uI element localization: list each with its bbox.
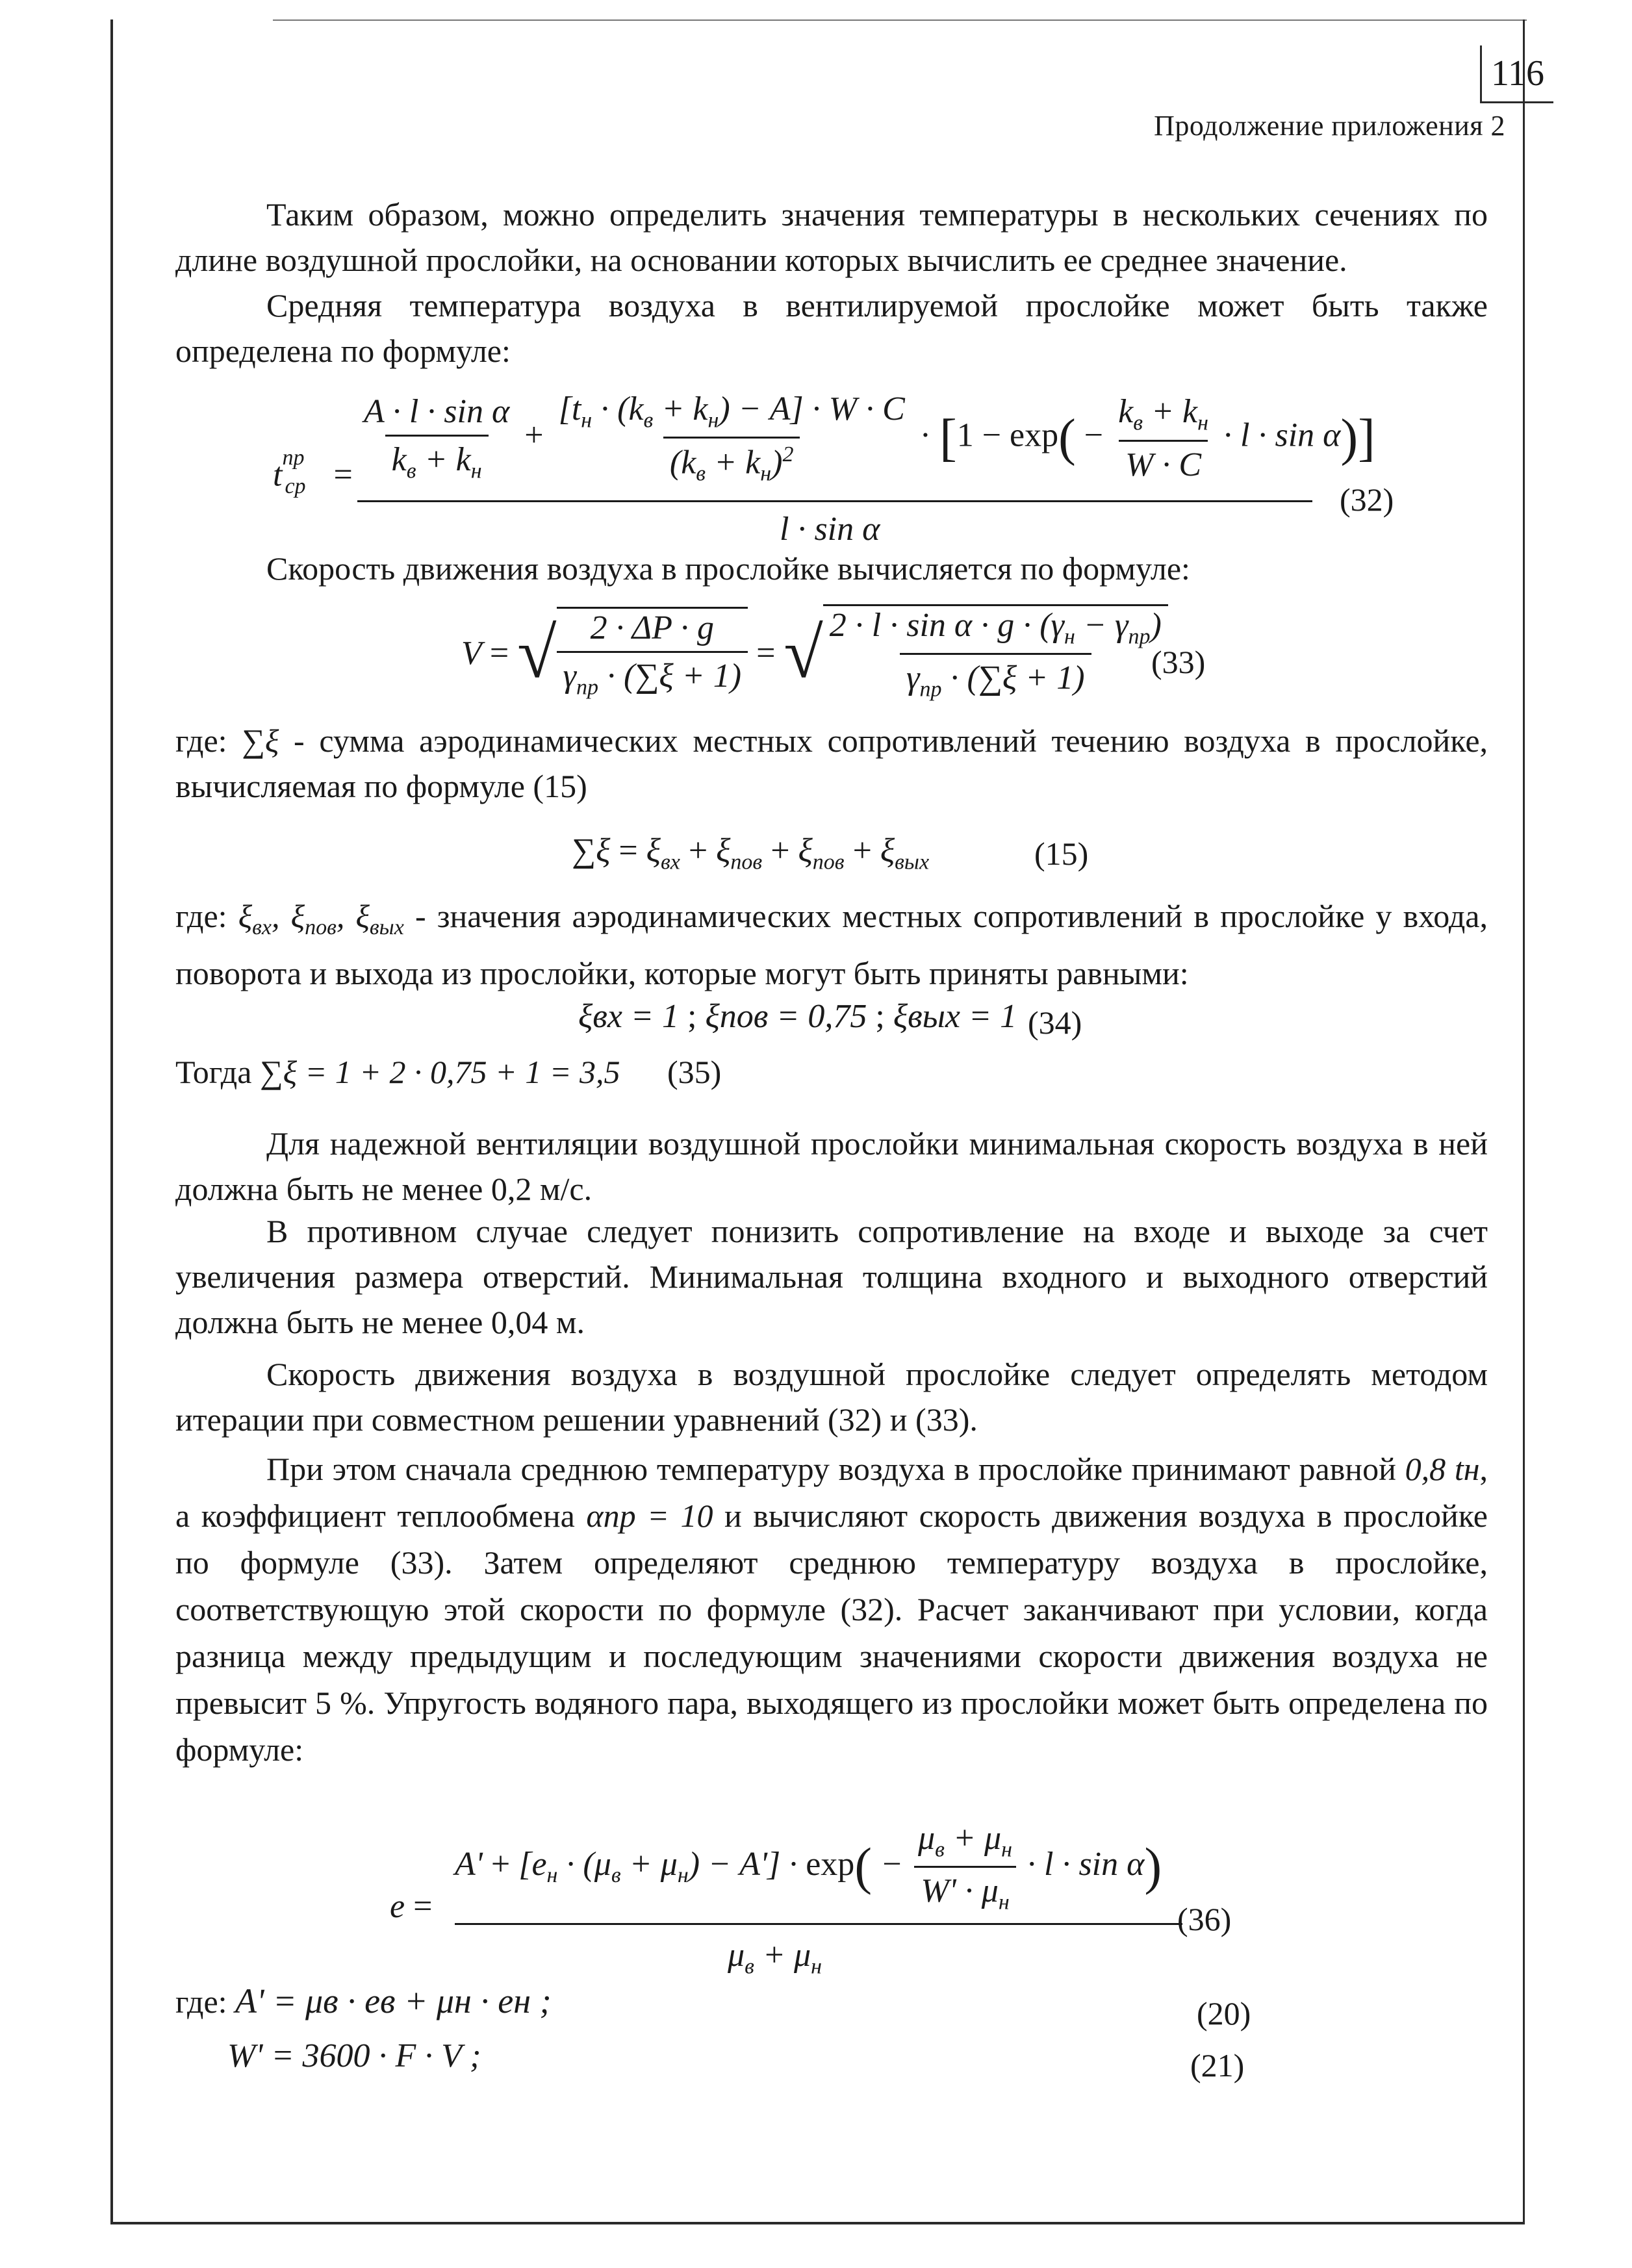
paragraph-intro: Таким образом, можно определить значения температуры в нескольких сечениях по длине воздушной прослойки, на основании которых вычислить ее среднее значение. [175,196,1488,278]
paragraph-procedure [175,1446,1488,1773]
equation-35-number: (35) [667,1054,722,1090]
paragraph-air-velocity: Скорость движения воздуха в прослойке вычисляется по формуле: [266,550,1190,587]
equation-15: $\sum\xi = \xi_{вх} + \xi_{пов} + \xi_{пов} + \xi_{вых}$ [572,832,930,874]
equation-33: V = √ $\frac{2 \cdot \Delta P \cdot g}{\gamma_{пр} \cdot (\sum\xi + 1)}$ = √ $\frac{2 \cdot l \cdot \sin \alpha \cdot g \cdot (\gamma_н - \gamma_{пр})}{\gamma_{пр} \cdot (\sum\xi + 1)}$ [461,604,1168,702]
where-label-3: где: [175,1983,227,2020]
procedure-text-a: При этом сначала среднюю температуру воздуха в прослойке принимают равной [266,1451,1396,1487]
paragraph-iteration: Скорость движения воздуха в воздушной прослойке следует определять методом итерации при совместном решении уравнений (32) и (33). [175,1356,1488,1438]
equation-34-xi-turn: ξпов = 0,75 [705,998,867,1035]
paragraph-then [175,1049,1488,1095]
sum-xi-symbol: ∑ξ [242,722,279,759]
equation-20-number: (20) [1197,1995,1251,2032]
paragraph-sum-xi [175,718,1488,809]
equation-33-number: (33) [1151,644,1206,680]
equation-34-xi-in: ξвх = 1 [578,998,680,1035]
equation-15-number: (15) [1034,835,1089,872]
procedure-text-c: и вычисляют скорость движения воздуха в прослойке по формуле (33). Затем определяют среднюю температуру воздуха в прослойке, соответствующую этой скорости по формуле (32). Расчет заканчивают при условии, когда разница между предыдущим и последующим значениями скорости движения воздуха не превысит 5 %. Упругость водяного пара, выходящего из прослойки может быть определена по формуле: [175,1497,1488,1768]
paragraph-where-a [175,1978,1488,2024]
xi-description: - значения аэродинамических местных сопротивлений в прослойке у входа, поворота и выхода из прослойки, которые могут быть приняты равными: [175,898,1488,991]
sum-xi-description: - сумма аэродинамических местных сопротивлений течению воздуха в прослойке, вычисляемая по формуле (15) [175,722,1488,804]
paragraph-mean-temperature: Средняя температура воздуха в вентилируемой прослойке может быть также определена по формуле: [175,287,1488,369]
paragraph-xi-values [175,893,1488,996]
equation-34: ξвх = 1 ; ξпов = 0,75 ; ξвых = 1 [578,998,1017,1035]
equation-36-main-bar [455,1923,1182,1925]
equation-35: ∑ξ = 1 + 2 · 0,75 + 1 = 3,5 [259,1054,620,1090]
where-label-2: где: [175,898,227,934]
equation-32-number: (32) [1340,481,1394,518]
paragraph-resistance: В противном случае следует понизить сопротивление на входе и выходе за счет увеличения размера отверстий. Минимальная толщина входного и выходного отверстий должна быть не менее 0,04 м. [175,1213,1488,1340]
equation-21-number: (21) [1190,2047,1245,2083]
procedure-text-b: , а коэффициент теплообмена [175,1451,1488,1534]
equation-34-xi-out: ξвых = 1 [893,998,1017,1035]
where-label-1: где: [175,722,227,759]
equation-21: W' = 3600 · F · V ; [227,2037,481,2074]
appendix-continuation-label: Продолжение приложения 2 [1154,110,1505,142]
equation-34-number: (34) [1028,1004,1082,1041]
initial-temperature: 0,8 tн [1405,1451,1480,1487]
page-number: 116 [1480,45,1553,103]
then-label: Тогда [175,1054,252,1090]
equation-20: A' = μв · eв + μн · eн ; [235,1981,552,2020]
xi-symbols: $\xi_{вх}$, $\xi_{пов}$, $\xi_{вых}$ [238,898,404,939]
heat-transfer-coefficient: αпр = 10 [586,1497,713,1534]
equation-32-main-bar [357,500,1312,502]
paragraph-min-velocity: Для надежной вентиляции воздушной прослойки минимальная скорость воздуха в ней должна быть не менее 0,2 м/с. [175,1125,1488,1207]
equation-36-number: (36) [1177,1901,1232,1937]
